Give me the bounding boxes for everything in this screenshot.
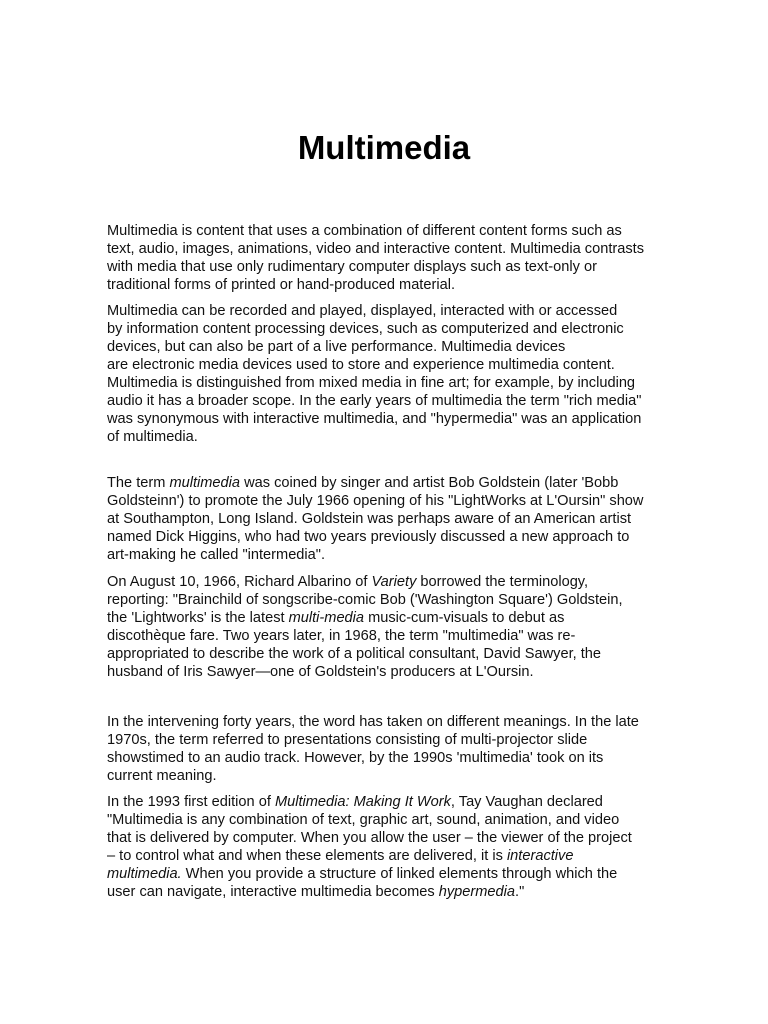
paragraph-evolution [107,713,667,785]
emphasis-term: multimedia. [107,866,182,882]
text-line [107,883,667,901]
text-line: Multimedia can be recorded and played, displayed, interacted with or accessed [107,303,618,319]
text-run: borrowed the terminology, [416,574,589,590]
text-line: Multimedia is distinguished from mixed media in fine art; for example, by including [107,375,636,391]
text-run: When you provide a structure of linked elements through which the [181,866,618,882]
emphasis-term: interactive [506,848,574,864]
page-title: Multimedia [297,129,471,166]
emphasis-book-title: Multimedia: Making It Work [274,794,451,810]
text-line: of multimedia. [107,429,198,445]
text-line: "Multimedia is any combination of text, graphic art, sound, animation, and video [107,812,620,828]
text-run: user can navigate, interactive multimedia becomes [107,884,439,900]
text-line: traditional forms of printed or hand-produced material. [107,277,455,293]
text-line: showstimed to an audio track. However, by the 1990s 'multimedia' took on its [107,750,604,766]
text-run: music-cum-visuals to debut as [364,610,565,626]
paragraph-devices [107,302,667,446]
text-run: On August 10, 1966, Richard Albarino of [107,574,372,590]
text-line: that is delivered by computer. When you allow the user – the viewer of the project [107,830,632,846]
text-line: are electronic media devices used to store and experience multimedia content. [107,357,615,373]
text-line: named Dick Higgins, who had two years previously discussed a new approach to [107,529,630,545]
emphasis-publication: Variety [371,574,417,590]
paragraph-vaughan-quote [107,793,667,901]
text-line: In the intervening forty years, the word has taken on different meanings. In the late [107,714,639,730]
text-line: was synonymous with interactive multimedia, and "hypermedia" was an application [107,411,642,427]
text-line [107,865,667,883]
emphasis-term: multimedia [169,475,241,491]
text-line [107,609,667,627]
text-line: at Southampton, Long Island. Goldstein was perhaps aware of an American artist [107,511,632,527]
text-line: 1970s, the term referred to presentations consisting of multi-projector slide [107,732,588,748]
text-run: The term [107,475,170,491]
emphasis-term: hypermedia [438,884,516,900]
text-run: the 'Lightworks' is the latest [107,610,289,626]
text-line [107,847,667,865]
text-line: audio it has a broader scope. In the early years of multimedia the term "rich media" [107,393,642,409]
paragraph-origin [107,474,667,564]
text-run: – to control what and when these elements are delivered, it is [107,848,507,864]
text-line: devices, but can also be part of a live performance. Multimedia devices [107,339,566,355]
text-line: text, audio, images, animations, video and interactive content. Multimedia contrasts [107,241,645,257]
text-line: current meaning. [107,768,217,784]
text-line: by information content processing devices, such as computerized and electronic [107,321,624,337]
text-line: Multimedia is content that uses a combination of different content forms such as [107,223,622,239]
paragraph-variety [107,573,667,681]
text-run: In the 1993 first edition of [107,794,275,810]
text-line: discothèque fare. Two years later, in 1968, the term "multimedia" was re- [107,628,576,644]
text-line: with media that use only rudimentary computer displays such as text-only or [107,259,597,275]
text-run: was coined by singer and artist Bob Goldstein (later 'Bobb [240,475,619,491]
text-line [107,573,667,591]
text-line: appropriated to describe the work of a political consultant, David Sawyer, the [107,646,602,662]
text-line [107,474,667,492]
text-line [107,793,667,811]
text-line: reporting: "Brainchild of songscribe-comic Bob ('Washington Square') Goldstein, [107,592,623,608]
text-run: ." [515,884,525,900]
text-line: art-making he called "intermedia". [107,547,326,563]
text-line: husband of Iris Sawyer—one of Goldstein's producers at L'Oursin. [107,664,534,680]
text-run: , Tay Vaughan declared [450,794,603,810]
emphasis-term: multi-media [288,610,365,626]
paragraph-definition [107,222,667,294]
text-line: Goldsteinn') to promote the July 1966 opening of his "LightWorks at L'Oursin" show [107,493,644,509]
